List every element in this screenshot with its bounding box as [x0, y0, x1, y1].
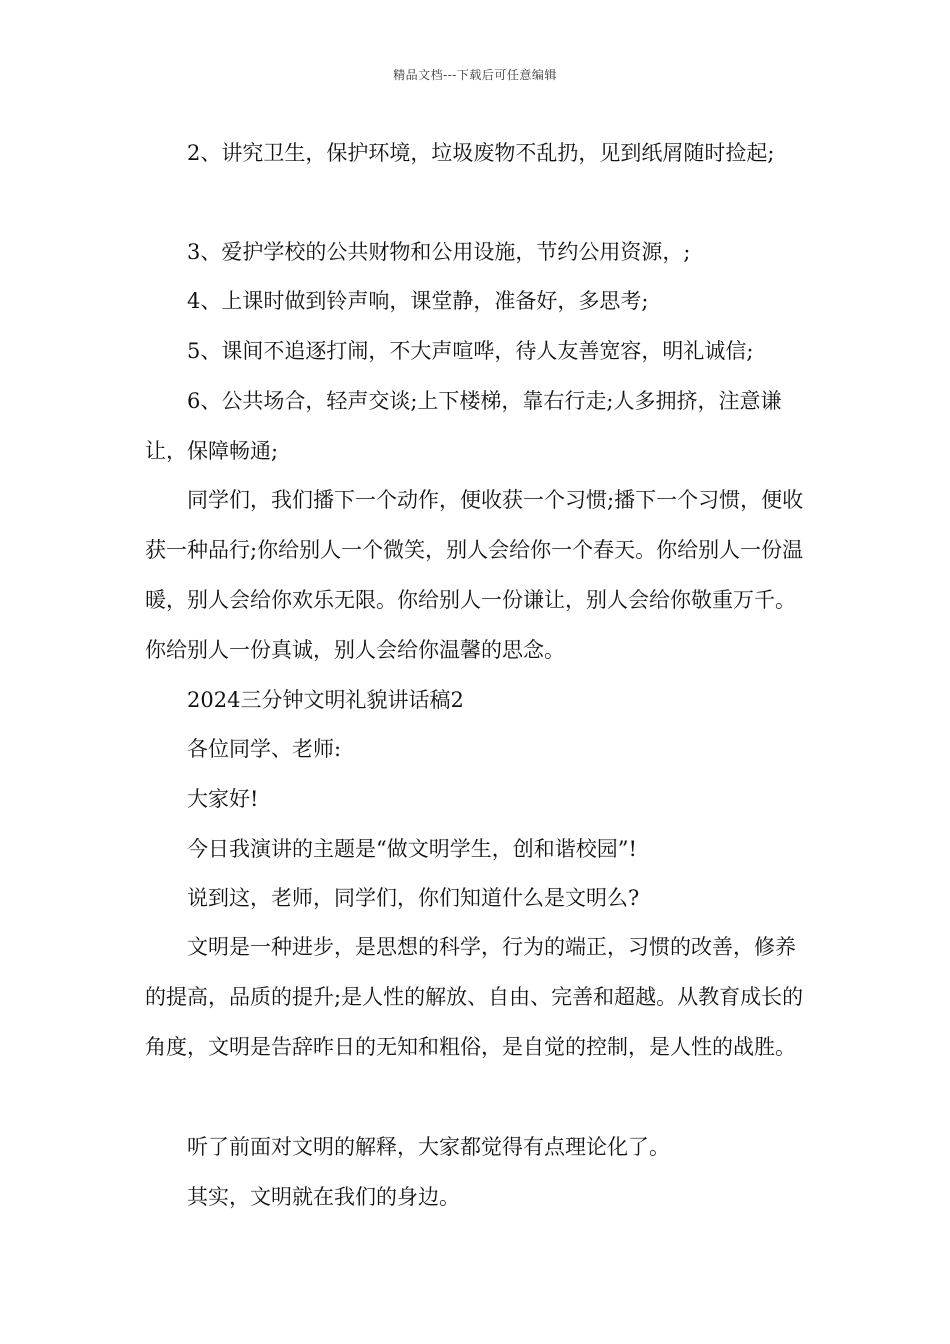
paragraph-closing: 其实，文明就在我们的身边。 — [187, 1185, 460, 1209]
paragraph-rule-6: 6、公共场合，轻声交谈;上下楼梯，靠右行走;人多拥挤，注意谦让，保障畅通; — [145, 389, 782, 463]
paragraph-rule-3: 3、爱护学校的公共财物和公用设施，节约公用资源，; — [187, 240, 691, 264]
paragraph-definition: 文明是一种进步，是思想的科学，行为的端正，习惯的改善，修养的提高，品质的提升;是人性的解放、自由、完善和超越。从教育成长的角度，文明是告辞昨日的无知和粗俗，是自觉的控制，是人性的战胜。 — [145, 935, 804, 1059]
paragraph-habits: 同学们，我们播下一个动作，便收获一个习惯;播下一个习惯，便收获一种品行;你给别人一个微笑，别人会给你一个春天。你给别人一份温暖，别人会给你欢乐无限。你给别人一份谦让，别人会给你敬重万千。你给别人一份真诚，别人会给你温馨的思念。 — [145, 488, 804, 662]
paragraph-rule-5: 5、课间不追逐打闹，不大声喧哗，待人友善宽容，明礼诚信; — [187, 339, 754, 363]
page-header: 精品文档---下载后可任意编辑 — [393, 68, 557, 82]
paragraph-question: 说到这，老师，同学们，你们知道什么是文明么? — [187, 886, 640, 910]
paragraph-greeting: 大家好! — [187, 787, 259, 811]
paragraph-theme: 今日我演讲的主题是“做文明学生，创和谐校园”! — [187, 837, 637, 861]
paragraph-salutation: 各位同学、老师: — [187, 737, 342, 761]
paragraph-explanation: 听了前面对文明的解释，大家都觉得有点理论化了。 — [187, 1135, 670, 1159]
speech-title: 2024三分钟文明礼貌讲话稿2 — [187, 688, 464, 712]
paragraph-rule-4: 4、上课时做到铃声响，课堂静，准备好，多思考; — [187, 289, 649, 313]
paragraph-rule-2: 2、讲究卫生，保护环境，垃圾废物不乱扔，见到纸屑随时捡起; — [187, 141, 775, 165]
